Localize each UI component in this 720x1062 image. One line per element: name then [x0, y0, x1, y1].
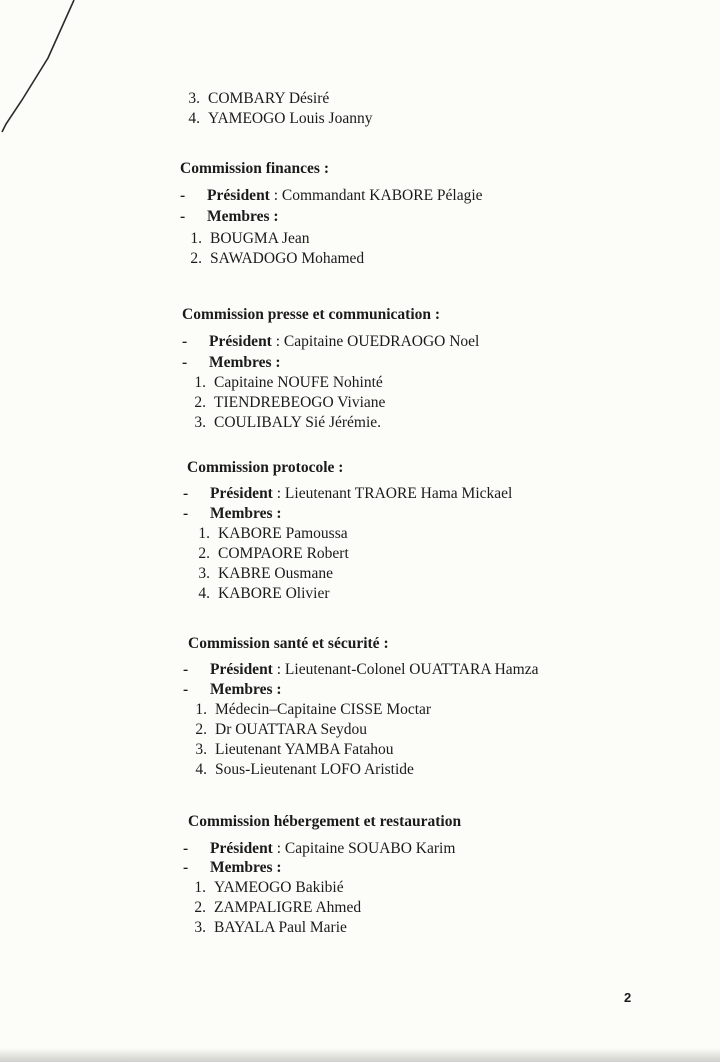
list-item: 2. Dr OUATTARA Seydou — [195, 721, 368, 738]
commission-presse-title: Commission presse et communication : — [182, 306, 441, 323]
list-item: 3. COMBARY Désiré — [188, 90, 330, 107]
list-item: 2. ZAMPALIGRE Ahmed — [194, 899, 362, 916]
commission-hebergement-president: - Président : Capitaine SOUABO Karim — [183, 840, 456, 857]
list-item: 1. Capitaine NOUFE Nohinté — [194, 374, 383, 391]
commission-protocole-members — [188, 524, 349, 604]
list-item: 3. KABRE Ousmane — [198, 565, 333, 582]
commission-hebergement-members — [184, 878, 361, 938]
commission-protocole-members-label: - Membres : — [183, 505, 282, 522]
commission-presse-members-label: - Membres : — [182, 354, 281, 371]
list-item: 1. KABORE Pamoussa — [198, 525, 348, 542]
commission-finances-president: - Président : Commandant KABORE Pélagie — [180, 187, 483, 204]
commission-sante-members — [185, 700, 431, 780]
list-item: 4. Sous-Lieutenant LOFO Aristide — [195, 761, 414, 778]
commission-presse-president: - Président : Capitaine OUEDRAOGO Noel — [182, 333, 480, 350]
commission-hebergement-members-label: - Membres : — [183, 859, 282, 876]
commission-presse-members — [184, 373, 385, 433]
scan-bottom-shadow — [0, 1048, 720, 1062]
list-item: 3. BAYALA Paul Marie — [194, 919, 347, 936]
list-item: 1. YAMEOGO Bakibié — [194, 879, 344, 896]
commission-sante-title: Commission santé et sécurité : — [188, 635, 389, 652]
scan-margin-stroke — [0, 0, 90, 140]
list-item: 3. Lieutenant YAMBA Fatahou — [195, 741, 394, 758]
list-item: 3. COULIBALY Sié Jérémie. — [194, 414, 382, 431]
commission-finances-members — [180, 229, 364, 269]
commission-finances-title: Commission finances : — [180, 160, 329, 177]
commission-protocole-president: - Président : Lieutenant TRAORE Hama Mickael — [183, 485, 513, 502]
list-item: 4. YAMEOGO Louis Joanny — [188, 110, 373, 127]
list-item: 2. SAWADOGO Mohamed — [190, 250, 365, 267]
page-number: 2 — [624, 990, 632, 1005]
list-item: 1. BOUGMA Jean — [190, 230, 310, 247]
intro-member-list — [178, 89, 372, 129]
commission-sante-president: - Président : Lieutenant-Colonel OUATTARA Hamza — [183, 661, 539, 678]
list-item: 2. TIENDREBEOGO Viviane — [194, 394, 386, 411]
list-item: 1. Médecin–Capitaine CISSE Moctar — [195, 701, 432, 718]
commission-sante-members-label: - Membres : — [183, 681, 282, 698]
list-item: 2. COMPAORE Robert — [198, 545, 349, 562]
commission-hebergement-title: Commission hébergement et restauration — [188, 813, 462, 830]
commission-protocole-title: Commission protocole : — [187, 459, 344, 476]
commission-finances-members-label: - Membres : — [180, 208, 279, 225]
list-item: 4. KABORE Olivier — [198, 585, 330, 602]
